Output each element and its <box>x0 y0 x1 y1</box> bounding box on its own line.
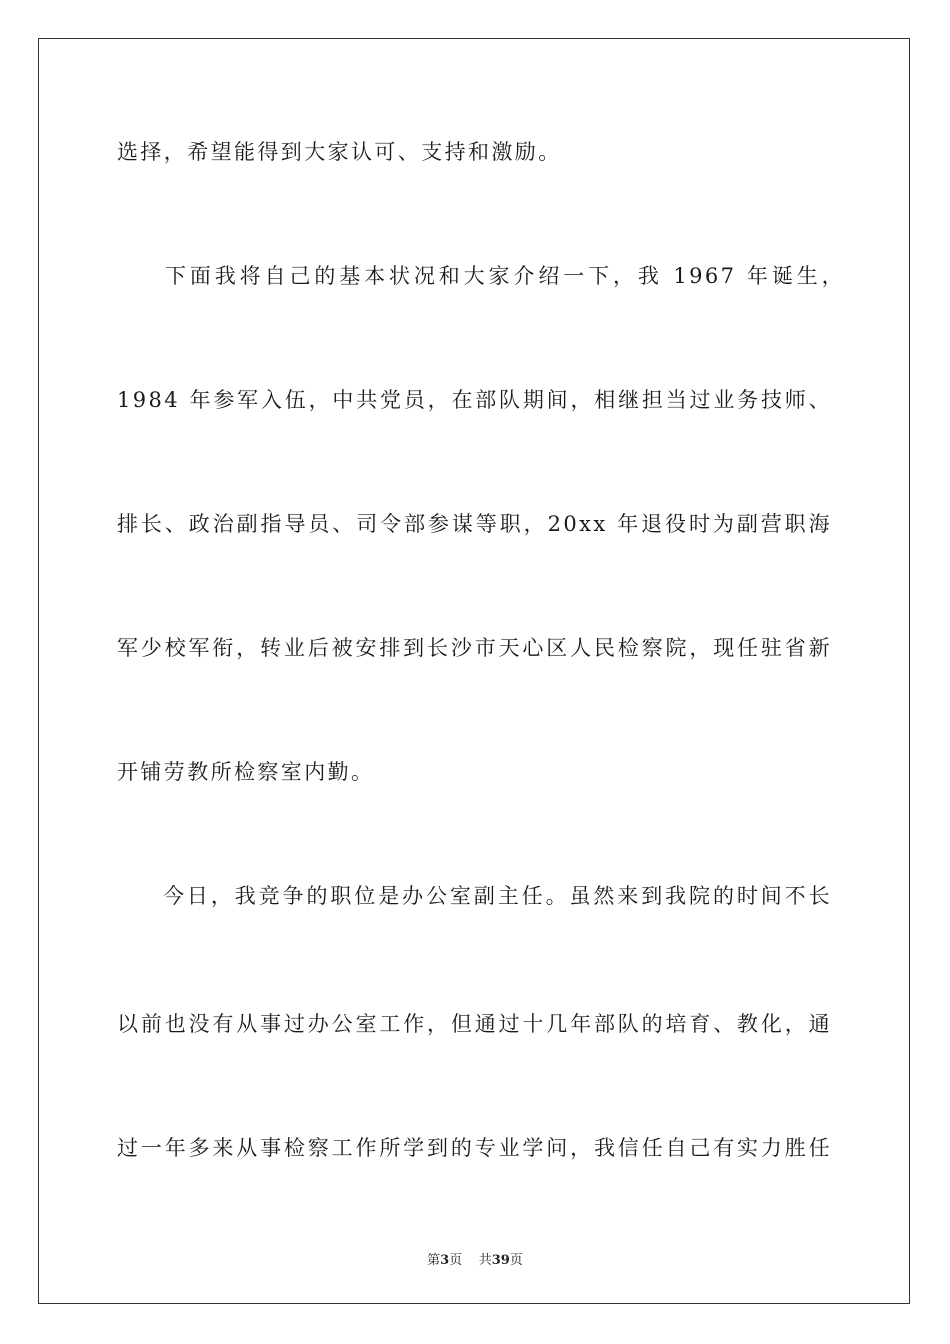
page-footer <box>0 1249 950 1268</box>
text-line-4: 排长、政治副指导员、司令部参谋等职，20xx 年退役时为副营职海 <box>117 512 832 536</box>
footer-page-number: 3 <box>440 1253 450 1268</box>
footer-page-prefix: 第 <box>427 1253 441 1268</box>
page-border <box>38 38 910 1304</box>
text-line-2: 下面我将自己的基本状况和大家介绍一下，我 1967 年诞生， <box>165 264 845 288</box>
text-line-8: 以前也没有从事过办公室工作，但通过十几年部队的培育、教化，通 <box>117 1012 832 1036</box>
text-line-5: 军少校军衔，转业后被安排到长沙市天心区人民检察院，现任驻省新 <box>117 636 832 660</box>
text-line-9: 过一年多来从事检察工作所学到的专业学问，我信任自己有实力胜任 <box>117 1136 832 1160</box>
text-line-1: 选择，希望能得到大家认可、支持和激励。 <box>117 140 562 164</box>
text-line-7: 今日，我竞争的职位是办公室副主任。虽然来到我院的时间不长 <box>163 884 832 908</box>
footer-total-pages: 39 <box>491 1253 510 1268</box>
text-line-6: 开铺劳教所检察室内勤。 <box>117 760 375 784</box>
footer-page-suffix: 页 <box>449 1253 463 1268</box>
footer-total-suffix: 页 <box>509 1253 523 1268</box>
footer-total-prefix: 共 <box>478 1253 492 1268</box>
text-line-3: 1984 年参军入伍，中共党员，在部队期间，相继担当过业务技师、 <box>117 388 832 412</box>
